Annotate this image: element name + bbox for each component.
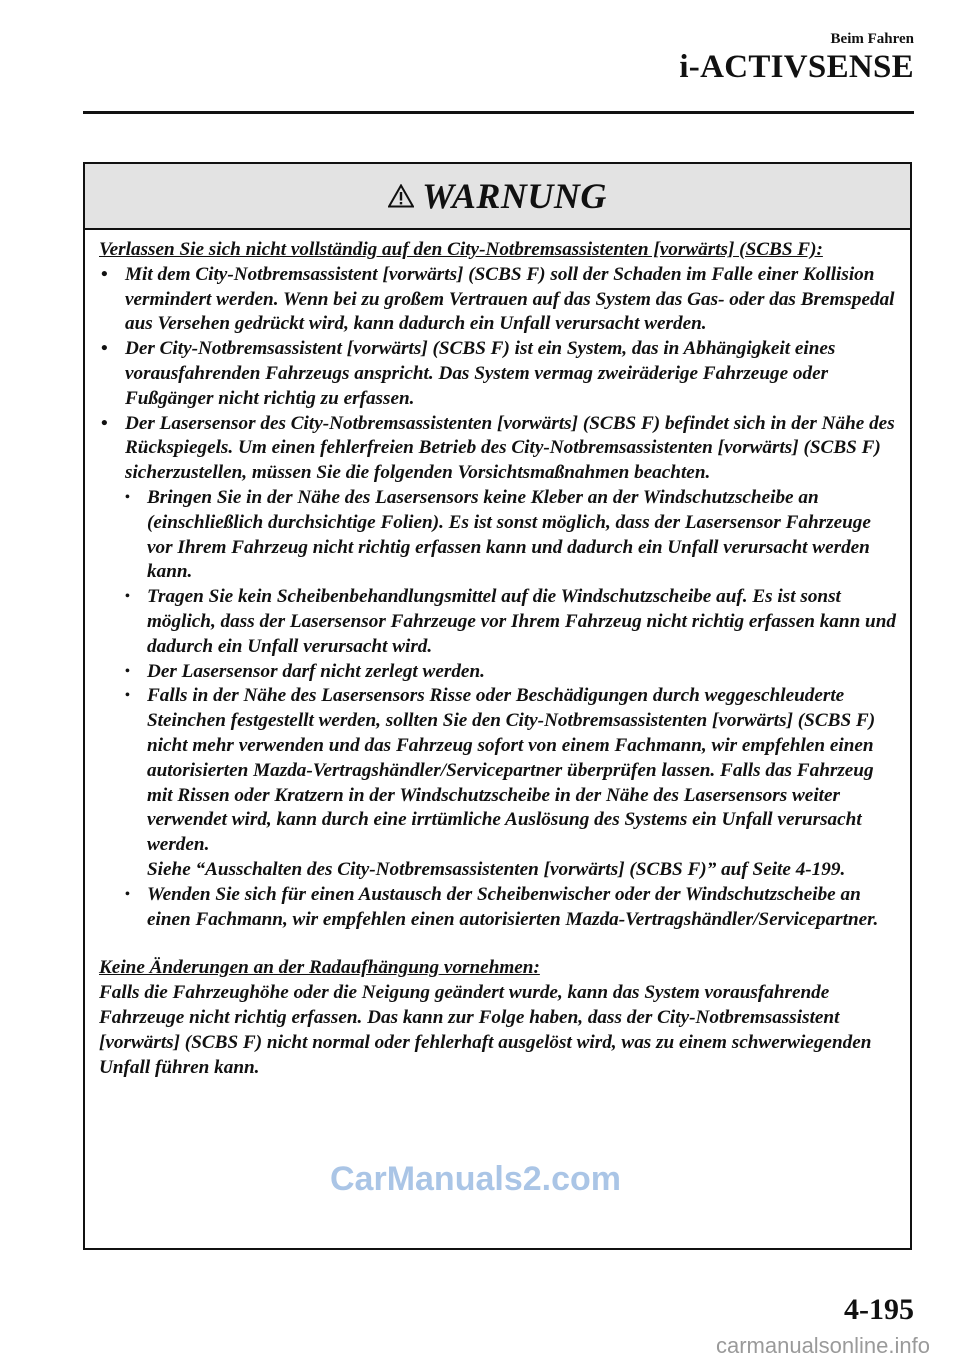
sub-list-item: • Falls in der Nähe des Lasersensors Risse oder Beschädigungen durch weggeschleuderte Steinchen festgestellt werden, sollten Sie den City-Notbremsassistenten [vorwärts] (SCBS F) nicht mehr verwenden und das Fahrzeug sofort von einem Fachmann, wir empfehlen einen autorisierten Mazda-Vertragshändler/Servicepartner überprüfen lassen. Falls das Fahrzeug mit Rissen oder Kratzern in der Windschutzscheibe in der Nähe des Lasersensors weiter verwendet wird, kann durch eine irrtümliche Auslösung des Systems ein Unfall verursacht werden. bbox=[99, 684, 900, 858]
list-item: • Mit dem City-Notbremsassistent [vorwärts] (SCBS F) soll der Schaden im Falle einer Kollision vermindert werden. Wenn bei zu großem Vertrauen auf das System das Gas- oder das Bremspedal aus Versehen gedrückt wird, kann dadurch ein Unfall verursacht werden. bbox=[99, 263, 900, 337]
warning-box bbox=[83, 162, 912, 1250]
header-rule bbox=[83, 111, 914, 114]
section-heading: Verlassen Sie sich nicht vollständig auf den City-Notbremsassistenten [vorwärts] (SCBS F): bbox=[99, 239, 823, 260]
sub-list-item: • Tragen Sie kein Scheibenbehandlungsmittel auf die Windschutzscheibe auf. Es ist sonst möglich, dass der Lasersensor Fahrzeuge vor Ihrem Fahrzeug nicht richtig erfassen kann und dadurch ein Unfall verursacht wird. bbox=[99, 585, 900, 659]
list-item: • Der Lasersensor des City-Notbremsassistenten [vorwärts] (SCBS F) befindet sich in der Nähe des Rückspiegels. Um einen fehlerfreien Betrieb des City-Notbremsassistenten [vorwärts] (SCBS F) sicherzustellen, müssen Sie die folgenden Vorsichtsmaßnahmen beachten. bbox=[99, 412, 900, 486]
page-reference: Siehe “Ausschalten des City-Notbremsassistenten [vorwärts] (SCBS F)” auf Seite 4-199. bbox=[147, 858, 846, 880]
section-title: i-ACTIVSENSE bbox=[679, 49, 914, 85]
warning-body bbox=[85, 230, 910, 1080]
footer-site: carmanualsonline.info bbox=[715, 1333, 930, 1358]
sub-list-item: • Der Lasersensor darf nicht zerlegt werden. bbox=[99, 660, 900, 685]
warning-triangle-icon bbox=[388, 184, 414, 208]
warning-title: WARNUNG bbox=[422, 176, 607, 216]
page-number: 4-195 bbox=[844, 1293, 914, 1326]
warning-header bbox=[85, 164, 910, 230]
spacer bbox=[99, 932, 900, 956]
paragraph: Falls die Fahrzeughöhe oder die Neigung geändert wurde, kann das System vorausfahrende Fahrzeuge nicht richtig erfassen. Das kann zur Folge haben, dass der City-Notbremsassistent [vorwärts] (SCBS F) nicht normal oder fehlerhaft ausgelöst wird, was zu einem schwerwiegenden Unfall führen kann. bbox=[99, 982, 872, 1078]
section-heading: Keine Änderungen an der Radaufhängung vornehmen: bbox=[99, 957, 540, 979]
sub-list-item: • Bringen Sie in der Nähe des Lasersensors keine Kleber an der Windschutzscheibe an (einschließlich durchsichtige Folien). Es ist sonst möglich, dass der Lasersensor Fahrzeuge vor Ihrem Fahrzeug nicht richtig erfassen kann und dadurch ein Unfall verursacht werden kann. bbox=[99, 486, 900, 585]
sub-list-item: • Wenden Sie sich für einen Austausch der Scheibenwischer oder der Windschutzscheibe an einen Fachmann, wir empfehlen einen autorisierten Mazda-Vertragshändler/Servicepartner. bbox=[99, 883, 900, 933]
page-header bbox=[679, 30, 914, 86]
watermark: CarManuals2.com bbox=[330, 1160, 621, 1198]
list-item: • Der City-Notbremsassistent [vorwärts] (SCBS F) ist ein System, das in Abhängigkeit eines vorausfahrenden Fahrzeugs anspricht. Das System vermag zweiräderige Fahrzeuge oder Fußgänger nicht richtig zu erfassen. bbox=[99, 337, 900, 411]
chapter-label: Beim Fahren bbox=[830, 31, 914, 47]
